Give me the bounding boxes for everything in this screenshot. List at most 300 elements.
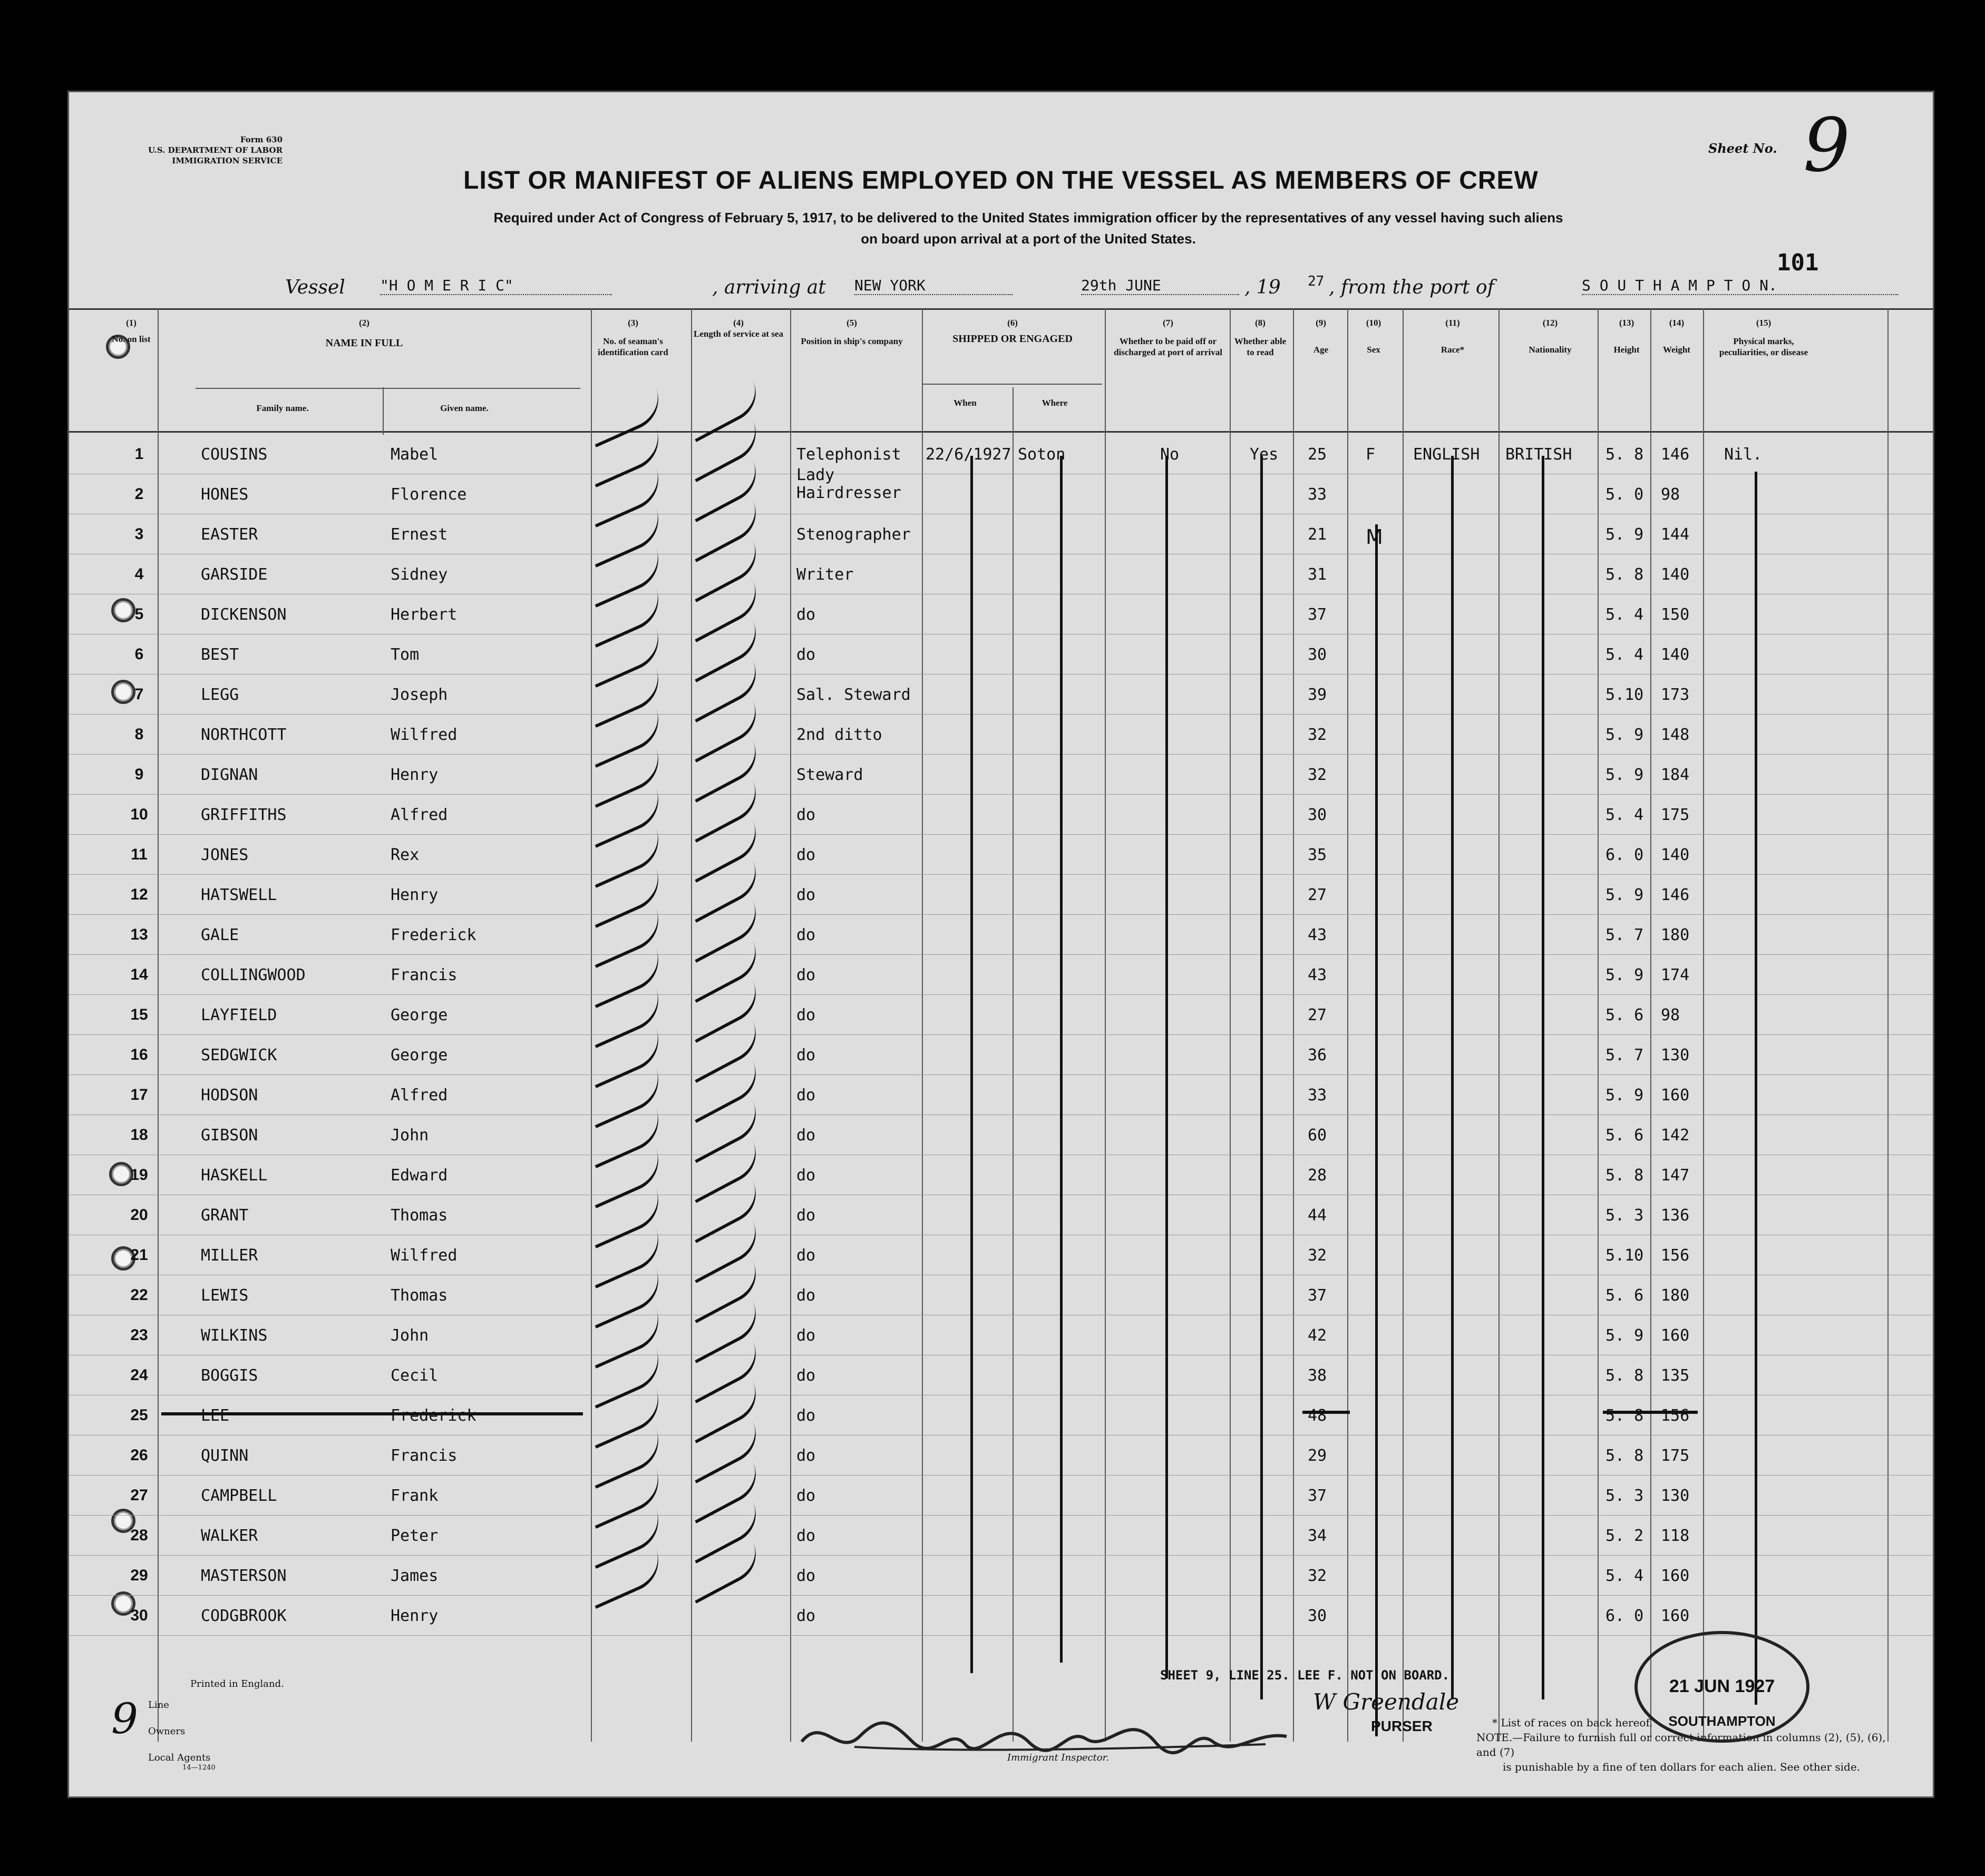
shipped-where: Soton bbox=[1018, 445, 1066, 464]
row-number: 24 bbox=[130, 1366, 148, 1384]
row-number: 16 bbox=[130, 1046, 148, 1063]
position: do bbox=[796, 1366, 816, 1385]
sex: M bbox=[1366, 525, 1383, 549]
table-row bbox=[69, 794, 1933, 833]
age: 48 bbox=[1308, 1406, 1327, 1425]
department: U.S. DEPARTMENT OF LABOR bbox=[148, 145, 283, 155]
col-9-head: (9) Age bbox=[1313, 318, 1329, 355]
position: Steward bbox=[796, 766, 863, 784]
able-to-read: Yes bbox=[1250, 445, 1279, 464]
table-row bbox=[69, 1475, 1933, 1514]
height: 5. 9 bbox=[1605, 1086, 1644, 1105]
weight: 135 bbox=[1661, 1366, 1690, 1385]
height: 5. 9 bbox=[1605, 726, 1644, 744]
age: 43 bbox=[1308, 966, 1327, 984]
table-header bbox=[69, 308, 1933, 433]
family-name: COLLINGWOOD bbox=[201, 966, 306, 984]
age: 36 bbox=[1308, 1046, 1327, 1064]
row-number: 25 bbox=[130, 1406, 148, 1424]
table-row bbox=[69, 1315, 1933, 1354]
sex: F bbox=[1366, 445, 1376, 464]
family-name: HASKELL bbox=[201, 1166, 268, 1185]
form-department-block bbox=[148, 134, 283, 166]
age: 39 bbox=[1308, 686, 1327, 704]
note-penalty-2: is punishable by a fine of ten dollars for each alien. See other side. bbox=[1503, 1761, 1861, 1773]
row-number: 7 bbox=[134, 686, 144, 703]
ditto-line bbox=[1260, 456, 1263, 1699]
shipped-subdivider bbox=[923, 384, 1102, 385]
col-11-head: (11) Race* bbox=[1441, 318, 1465, 355]
given-name: Florence bbox=[391, 485, 467, 504]
annotation-note: SHEET 9, LINE 25. LEE F. NOT ON BOARD. bbox=[1160, 1668, 1450, 1683]
table-row bbox=[69, 1435, 1933, 1474]
family-name: DIGNAN bbox=[201, 766, 258, 784]
form-code: 14—1240 bbox=[182, 1764, 216, 1772]
weight: 142 bbox=[1661, 1126, 1690, 1145]
position: do bbox=[796, 1126, 816, 1145]
table-row bbox=[69, 754, 1933, 793]
age: 33 bbox=[1308, 485, 1327, 504]
table-row bbox=[69, 594, 1933, 633]
ditto-line bbox=[1165, 456, 1168, 1678]
age: 29 bbox=[1308, 1447, 1327, 1465]
family-name: NORTHCOTT bbox=[201, 726, 287, 744]
weight: 146 bbox=[1661, 445, 1690, 464]
height: 5. 8 bbox=[1605, 1166, 1644, 1185]
position: Stenographer bbox=[796, 525, 911, 544]
row-number: 19 bbox=[130, 1166, 148, 1184]
col-7-head: (7) Whether to be paid off or discharged at port of arrival bbox=[1114, 318, 1222, 357]
col-1-head: (1) No. on list bbox=[112, 318, 151, 344]
family-name: CODGBROOK bbox=[201, 1607, 287, 1625]
purser-label: PURSER bbox=[1371, 1718, 1433, 1734]
table-row bbox=[69, 874, 1933, 913]
col-10-head: (10) Sex bbox=[1366, 318, 1381, 355]
weight: 136 bbox=[1661, 1206, 1690, 1225]
weight: 140 bbox=[1661, 565, 1690, 584]
family-name: JONES bbox=[201, 846, 249, 864]
family-name: WILKINS bbox=[201, 1326, 268, 1345]
footer-sheet-mark: 9 bbox=[111, 1694, 138, 1743]
table-row bbox=[69, 1595, 1933, 1634]
family-name: LAYFIELD bbox=[201, 1006, 277, 1024]
height: 6. 0 bbox=[1605, 846, 1644, 864]
agents-label: Local Agents bbox=[148, 1752, 211, 1763]
given-name: Herbert bbox=[391, 605, 458, 624]
column-line bbox=[383, 387, 384, 435]
height: 5. 4 bbox=[1605, 806, 1644, 824]
col-6a-head: When bbox=[953, 398, 977, 408]
height: 5. 8 bbox=[1605, 1447, 1644, 1465]
table-row bbox=[69, 634, 1933, 673]
height: 5.10 bbox=[1605, 686, 1644, 704]
age: 30 bbox=[1308, 806, 1327, 824]
family-name: HODSON bbox=[201, 1086, 258, 1105]
age: 44 bbox=[1308, 1206, 1327, 1225]
height: 5. 4 bbox=[1605, 646, 1644, 664]
age: 43 bbox=[1308, 926, 1327, 944]
row-number: 20 bbox=[130, 1206, 148, 1224]
family-name: BEST bbox=[201, 646, 239, 664]
position: Sal. Steward bbox=[796, 686, 911, 704]
table-row bbox=[69, 1115, 1933, 1154]
line-25-strike bbox=[161, 1412, 583, 1415]
weight: 144 bbox=[1661, 525, 1690, 544]
col-2a-head: Family name. bbox=[256, 403, 309, 413]
row-number: 30 bbox=[130, 1607, 148, 1624]
ditto-line bbox=[1375, 524, 1378, 1736]
ditto-line bbox=[1060, 456, 1063, 1663]
given-name: Frederick bbox=[391, 1406, 476, 1425]
position: Telephonist bbox=[796, 445, 901, 464]
given-name: Henry bbox=[391, 886, 439, 904]
family-name: QUINN bbox=[201, 1447, 249, 1465]
weight: 160 bbox=[1661, 1567, 1690, 1585]
height: 5. 4 bbox=[1605, 1567, 1644, 1585]
family-name: SEDGWICK bbox=[201, 1046, 277, 1064]
position: do bbox=[796, 1326, 816, 1345]
printed-in: Printed in England. bbox=[190, 1678, 284, 1689]
position: do bbox=[796, 1166, 816, 1185]
position: do bbox=[796, 966, 816, 984]
family-name: MASTERSON bbox=[201, 1567, 287, 1585]
table-row bbox=[69, 1074, 1933, 1113]
height: 5. 0 bbox=[1605, 485, 1644, 504]
row-number: 8 bbox=[134, 726, 144, 743]
family-name: GARSIDE bbox=[201, 565, 268, 584]
height: 5. 7 bbox=[1605, 926, 1644, 944]
age: 27 bbox=[1308, 1006, 1327, 1024]
sheet-no-value: 9 bbox=[1803, 103, 1851, 189]
row-number: 4 bbox=[134, 565, 144, 583]
height: 5. 9 bbox=[1605, 525, 1644, 544]
from-label: , from the port of bbox=[1329, 277, 1494, 298]
row-number: 27 bbox=[130, 1487, 148, 1504]
weight: 160 bbox=[1661, 1607, 1690, 1625]
weight: 184 bbox=[1661, 766, 1690, 784]
ditto-line bbox=[970, 456, 973, 1673]
row-number: 18 bbox=[130, 1126, 148, 1144]
subtitle bbox=[322, 207, 1735, 249]
height: 5. 8 bbox=[1605, 565, 1644, 584]
family-name: GIBSON bbox=[201, 1126, 258, 1145]
row-number: 28 bbox=[130, 1527, 148, 1544]
stamp-city: SOUTHAMPTON bbox=[1668, 1713, 1776, 1729]
family-name: CAMPBELL bbox=[201, 1487, 277, 1505]
weight: 150 bbox=[1661, 605, 1690, 624]
age: 33 bbox=[1308, 1086, 1327, 1105]
manifest-sheet bbox=[67, 91, 1934, 1798]
age: 34 bbox=[1308, 1527, 1327, 1545]
given-name: Ernest bbox=[391, 525, 448, 544]
weight: 98 bbox=[1661, 1006, 1680, 1024]
given-name: Alfred bbox=[391, 1086, 448, 1105]
position: do bbox=[796, 605, 816, 624]
paid-off: No bbox=[1160, 445, 1180, 464]
col-15-head: (15) Physical marks, peculiarities, or disease bbox=[1719, 318, 1808, 357]
position: Writer bbox=[796, 565, 854, 584]
page-number: 101 bbox=[1777, 249, 1819, 276]
row-number: 21 bbox=[130, 1246, 148, 1264]
ditto-line bbox=[1542, 456, 1544, 1699]
position: do bbox=[796, 1046, 816, 1064]
family-name: MILLER bbox=[201, 1246, 258, 1265]
name-subdivider bbox=[196, 388, 580, 389]
age: 32 bbox=[1308, 1246, 1327, 1265]
year-suffix: 27 bbox=[1308, 273, 1325, 289]
table-row bbox=[69, 1034, 1933, 1073]
given-name: Henry bbox=[391, 1607, 439, 1625]
position: do bbox=[796, 886, 816, 904]
row-number: 2 bbox=[134, 485, 144, 503]
height: 5. 9 bbox=[1605, 1326, 1644, 1345]
year-prefix: , 19 bbox=[1244, 277, 1281, 298]
height: 5. 6 bbox=[1605, 1126, 1644, 1145]
purser-signature: W Greendale bbox=[1313, 1689, 1459, 1715]
position: do bbox=[796, 1246, 816, 1265]
age: 25 bbox=[1308, 445, 1327, 464]
col-14-head: (14) Weight bbox=[1663, 318, 1690, 355]
row-number: 29 bbox=[130, 1567, 148, 1584]
position: do bbox=[796, 1006, 816, 1024]
family-name: WALKER bbox=[201, 1527, 258, 1545]
given-name: Frank bbox=[391, 1487, 439, 1505]
table-row bbox=[69, 1355, 1933, 1394]
table-row bbox=[69, 1275, 1933, 1314]
age: 37 bbox=[1308, 605, 1327, 624]
weight: 140 bbox=[1661, 846, 1690, 864]
family-name: GALE bbox=[201, 926, 239, 944]
position: do bbox=[796, 846, 816, 864]
given-name: Tom bbox=[391, 646, 420, 664]
given-name: Thomas bbox=[391, 1286, 448, 1305]
col-5-head: (5) Position in ship's company bbox=[801, 318, 903, 346]
age: 37 bbox=[1308, 1487, 1327, 1505]
vessel-label: Vessel bbox=[285, 277, 345, 298]
age: 42 bbox=[1308, 1326, 1327, 1345]
age: 31 bbox=[1308, 565, 1327, 584]
given-name: John bbox=[391, 1126, 429, 1145]
position: 2nd ditto bbox=[796, 726, 882, 744]
age: 60 bbox=[1308, 1126, 1327, 1145]
height-weight-strike bbox=[1603, 1411, 1698, 1414]
weight: 98 bbox=[1661, 485, 1680, 504]
row-number: 17 bbox=[130, 1086, 148, 1103]
ditto-line bbox=[1451, 456, 1454, 1699]
row-number: 14 bbox=[130, 966, 148, 983]
table-row bbox=[69, 834, 1933, 873]
family-name: LEGG bbox=[201, 686, 239, 704]
table-row bbox=[69, 466, 1933, 513]
height: 5. 9 bbox=[1605, 766, 1644, 784]
weight: 140 bbox=[1661, 646, 1690, 664]
position: do bbox=[796, 1406, 816, 1425]
table-row bbox=[69, 954, 1933, 993]
age: 21 bbox=[1308, 525, 1327, 544]
height: 5. 4 bbox=[1605, 605, 1644, 624]
height: 5. 6 bbox=[1605, 1006, 1644, 1024]
position: do bbox=[796, 926, 816, 944]
age: 27 bbox=[1308, 886, 1327, 904]
weight: 180 bbox=[1661, 926, 1690, 944]
height: 5. 3 bbox=[1605, 1206, 1644, 1225]
arriving-port: NEW YORK bbox=[854, 277, 1013, 295]
position: do bbox=[796, 1527, 816, 1545]
family-name: BOGGIS bbox=[201, 1366, 258, 1385]
row-number: 5 bbox=[134, 605, 144, 623]
given-name: Mabel bbox=[391, 445, 439, 464]
row-number: 22 bbox=[130, 1286, 148, 1304]
family-name: HATSWELL bbox=[201, 886, 277, 904]
family-name: EASTER bbox=[201, 525, 258, 544]
given-name: George bbox=[391, 1006, 448, 1024]
position: do bbox=[796, 1206, 816, 1225]
position: do bbox=[796, 1607, 816, 1625]
given-name: Wilfred bbox=[391, 726, 458, 744]
family-name: GRIFFITHS bbox=[201, 806, 287, 824]
family-name: DICKENSON bbox=[201, 605, 287, 624]
form-number: Form 630 bbox=[240, 135, 283, 144]
age: 38 bbox=[1308, 1366, 1327, 1385]
given-name: Rex bbox=[391, 846, 420, 864]
age: 32 bbox=[1308, 1567, 1327, 1585]
col-13-head: (13) Height bbox=[1613, 318, 1640, 355]
weight: 156 bbox=[1661, 1246, 1690, 1265]
ditto-line bbox=[1755, 472, 1757, 1705]
weight: 148 bbox=[1661, 726, 1690, 744]
table-row bbox=[69, 1555, 1933, 1594]
arrival-date: 29th JUNE bbox=[1081, 277, 1239, 295]
family-name: COUSINS bbox=[201, 445, 268, 464]
col-12-head: (12) Nationality bbox=[1529, 318, 1572, 355]
table-row bbox=[69, 914, 1933, 953]
col-6-head: (6) SHIPPED OR ENGAGED bbox=[952, 318, 1073, 345]
weight: 180 bbox=[1661, 1286, 1690, 1305]
subtitle-line-2: on board upon arrival at a port of the United States. bbox=[861, 231, 1196, 247]
row-number: 9 bbox=[134, 766, 144, 783]
row-rule bbox=[69, 1635, 1933, 1636]
given-name: Thomas bbox=[391, 1206, 448, 1225]
row-number: 13 bbox=[130, 926, 148, 943]
table-row bbox=[69, 1195, 1933, 1234]
height: 5. 9 bbox=[1605, 966, 1644, 984]
col-8-head: (8) Whether able to read bbox=[1234, 318, 1287, 357]
given-name: Wilfred bbox=[391, 1246, 458, 1265]
weight: 156 bbox=[1661, 1406, 1690, 1425]
age: 30 bbox=[1308, 1607, 1327, 1625]
shipped-when: 22/6/1927 bbox=[926, 445, 1011, 464]
height: 5. 7 bbox=[1605, 1046, 1644, 1064]
col-4-head: (4) Length of service at sea bbox=[694, 318, 783, 339]
age: 37 bbox=[1308, 1286, 1327, 1305]
given-name: Francis bbox=[391, 966, 458, 984]
age: 35 bbox=[1308, 846, 1327, 864]
weight: 130 bbox=[1661, 1487, 1690, 1505]
given-name: Joseph bbox=[391, 686, 448, 704]
age: 28 bbox=[1308, 1166, 1327, 1185]
row-number: 6 bbox=[134, 646, 144, 663]
row-number: 1 bbox=[134, 445, 144, 463]
family-name: HONES bbox=[201, 485, 249, 504]
family-name: GRANT bbox=[201, 1206, 249, 1225]
height: 5. 8 bbox=[1605, 1406, 1644, 1425]
height: 5. 9 bbox=[1605, 886, 1644, 904]
given-name: Peter bbox=[391, 1527, 439, 1545]
height: 5.10 bbox=[1605, 1246, 1644, 1265]
row-number: 15 bbox=[130, 1006, 148, 1023]
age: 30 bbox=[1308, 646, 1327, 664]
service: IMMIGRATION SERVICE bbox=[172, 156, 283, 165]
position: do bbox=[796, 646, 816, 664]
table-row bbox=[69, 994, 1933, 1033]
given-name: James bbox=[391, 1567, 439, 1585]
position: Lady Hairdresser bbox=[796, 466, 901, 502]
given-name: Edward bbox=[391, 1166, 448, 1185]
row-number: 26 bbox=[130, 1447, 148, 1464]
position: do bbox=[796, 1447, 816, 1465]
family-name: LEE bbox=[201, 1406, 230, 1425]
given-name: Frederick bbox=[391, 926, 476, 944]
vessel-name: "H O M E R I C" bbox=[380, 277, 612, 295]
weight: 175 bbox=[1661, 806, 1690, 824]
line-label: Line bbox=[148, 1699, 169, 1711]
table-row bbox=[69, 1155, 1933, 1194]
table-row bbox=[69, 674, 1933, 713]
note-races: * List of races on back hereof. bbox=[1492, 1716, 1653, 1729]
age: 32 bbox=[1308, 766, 1327, 784]
table-row bbox=[69, 554, 1933, 593]
weight: 130 bbox=[1661, 1046, 1690, 1064]
row-number: 10 bbox=[130, 806, 148, 823]
age-strike bbox=[1302, 1411, 1350, 1414]
position: do bbox=[796, 1286, 816, 1305]
height: 5. 3 bbox=[1605, 1487, 1644, 1505]
weight: 147 bbox=[1661, 1166, 1690, 1185]
weight: 118 bbox=[1661, 1527, 1690, 1545]
weight: 160 bbox=[1661, 1086, 1690, 1105]
physical-marks: Nil. bbox=[1724, 445, 1763, 464]
weight: 146 bbox=[1661, 886, 1690, 904]
weight: 173 bbox=[1661, 686, 1690, 704]
given-name: John bbox=[391, 1326, 429, 1345]
col-6b-head: Where bbox=[1042, 398, 1068, 408]
stamp-date: 21 JUN 1927 bbox=[1669, 1676, 1775, 1696]
sheet-no-label: Sheet No. bbox=[1708, 141, 1777, 156]
owners-label: Owners bbox=[148, 1726, 186, 1737]
col-2-head: (2) NAME IN FULL bbox=[325, 318, 403, 349]
subtitle-line-1: Required under Act of Congress of February 5, 1917, to be delivered to the United States immigration officer by the representatives of any vessel having such aliens bbox=[493, 210, 1563, 226]
row-number: 12 bbox=[130, 886, 148, 903]
page-title: LIST OR MANIFEST OF ALIENS EMPLOYED ON THE VESSEL AS MEMBERS OF CREW bbox=[463, 167, 1539, 194]
position: do bbox=[796, 1487, 816, 1505]
col-2b-head: Given name. bbox=[440, 403, 489, 413]
row-number: 11 bbox=[131, 846, 148, 863]
inspector-label: Immigrant Inspector. bbox=[1007, 1752, 1110, 1763]
note-penalty: NOTE.—Failure to furnish full or correct information in columns (2), (5), (6), and (7) bbox=[1476, 1731, 1886, 1758]
height: 5. 6 bbox=[1605, 1286, 1644, 1305]
weight: 174 bbox=[1661, 966, 1690, 984]
table-row bbox=[69, 1515, 1933, 1554]
nationality: BRITISH bbox=[1505, 445, 1572, 464]
given-name: George bbox=[391, 1046, 448, 1064]
height: 5. 8 bbox=[1605, 1366, 1644, 1385]
height: 6. 0 bbox=[1605, 1607, 1644, 1625]
col-3-head: (3) No. of seaman's identification card bbox=[598, 318, 668, 357]
family-name: LEWIS bbox=[201, 1286, 249, 1305]
table-row bbox=[69, 514, 1933, 553]
table-row bbox=[69, 714, 1933, 753]
table-row bbox=[69, 1235, 1933, 1274]
